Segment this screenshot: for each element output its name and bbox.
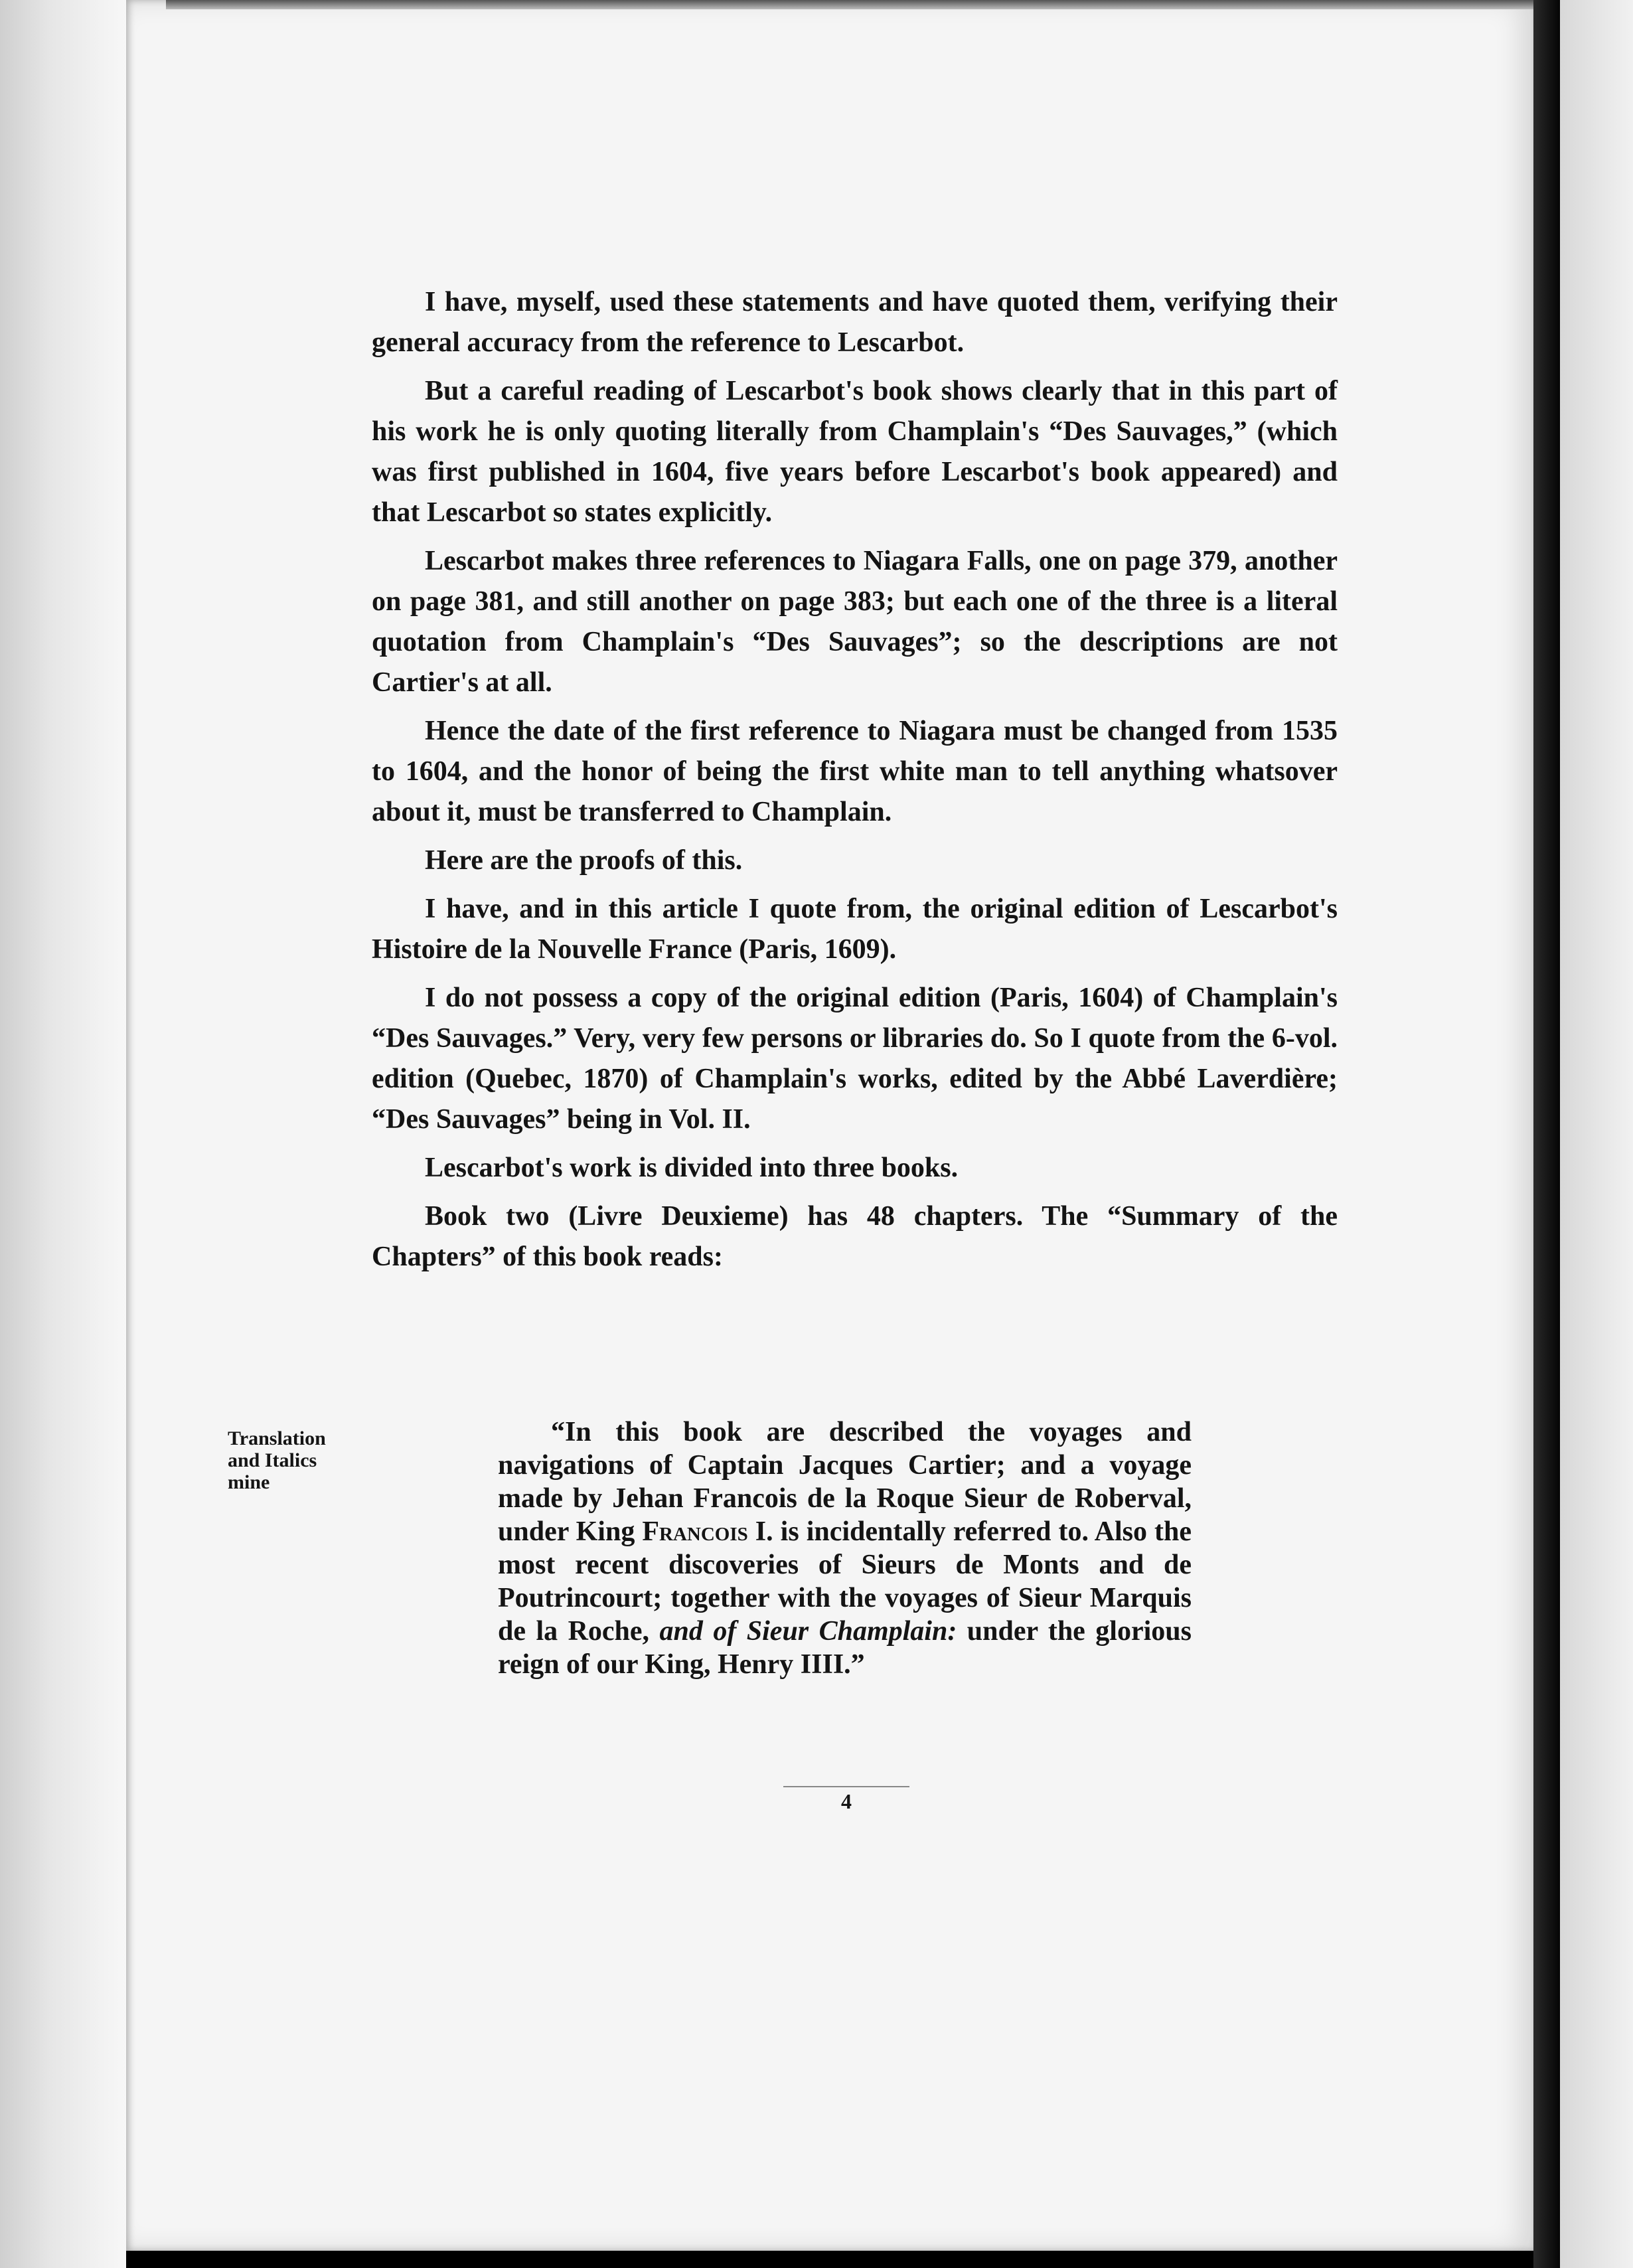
left-page-edge <box>0 0 126 2268</box>
quote-text: “In this book are described the voyages and navigations of Captain Jacques Cartier; and a voyage made by Jehan Francois de la Roque Sieur de Roberval, under King <box>498 1417 1192 1547</box>
paragraph: Lescarbot's work is divided into three books. <box>425 1153 959 1183</box>
paragraph: Book two (Livre Deuxieme) has 48 chapters. The “Summary of the Chapters” of this book reads: <box>372 1201 1338 1272</box>
quote-text: under the glorious reign of our King, Henry IIII.” <box>498 1616 1192 1680</box>
paragraph: But a careful reading of Lescarbot's book shows clearly that in this part of his work he is only quoting literally from Champlain's “Des Sauvages,” (which was first published in 1604, five years before Lescarbot's book appeared) and that Lescarbot so states explicitly. <box>372 376 1338 528</box>
margin-note: Translation and Italics mine <box>228 1427 326 1493</box>
paragraph: I have, myself, used these statements and have quoted them, verifying their general accuracy from the reference to Lescarbot. <box>372 287 1338 358</box>
paragraph: Here are the proofs of this. <box>425 845 743 876</box>
book-gutter <box>1533 0 1560 2268</box>
body-text <box>372 282 1338 1285</box>
quote-italic-text: and of Sieur Champlain: <box>659 1616 957 1647</box>
quote-paragraph <box>498 1416 1192 1681</box>
page-top-edge <box>166 0 1533 9</box>
quote-king-name: Francois <box>642 1516 748 1547</box>
right-page-edge <box>1560 0 1633 2268</box>
paragraph: I have, and in this article I quote from, the original edition of Lescarbot's Histoire de la Nouvelle France (Paris, 1609). <box>372 894 1338 965</box>
paragraph: Lescarbot makes three references to Niagara Falls, one on page 379, another on page 381, and still another on page 383; but each one of the three is a literal quotation from Champlain's “Des Sauvages”; so the descriptions are not Cartier's at all. <box>372 546 1338 698</box>
paragraph: I do not possess a copy of the original edition (Paris, 1604) of Champlain's “Des Sauvages.” Very, very few persons or libraries do. So I quote from the 6-vol. edition (Quebec, 1870) of Champlain's works, edited by the Abbé Laverdière; “Des Sauvages” being in Vol. II. <box>372 983 1338 1135</box>
block-quote <box>498 1416 1192 1681</box>
quote-text: I. is incidentally referred to. Also the most recent discoveries of Sieurs de Monts and de Poutrincourt; together with the voyages of Sieur Marquis de la Roche, <box>498 1516 1192 1647</box>
page-number: 4 <box>841 1789 852 1813</box>
paragraph: Hence the date of the first reference to Niagara must be changed from 1535 to 1604, and the honor of being the first white man to tell anything whatsover about it, must be transferred to Champlain. <box>372 716 1338 827</box>
page-number-rule <box>783 1786 909 1787</box>
